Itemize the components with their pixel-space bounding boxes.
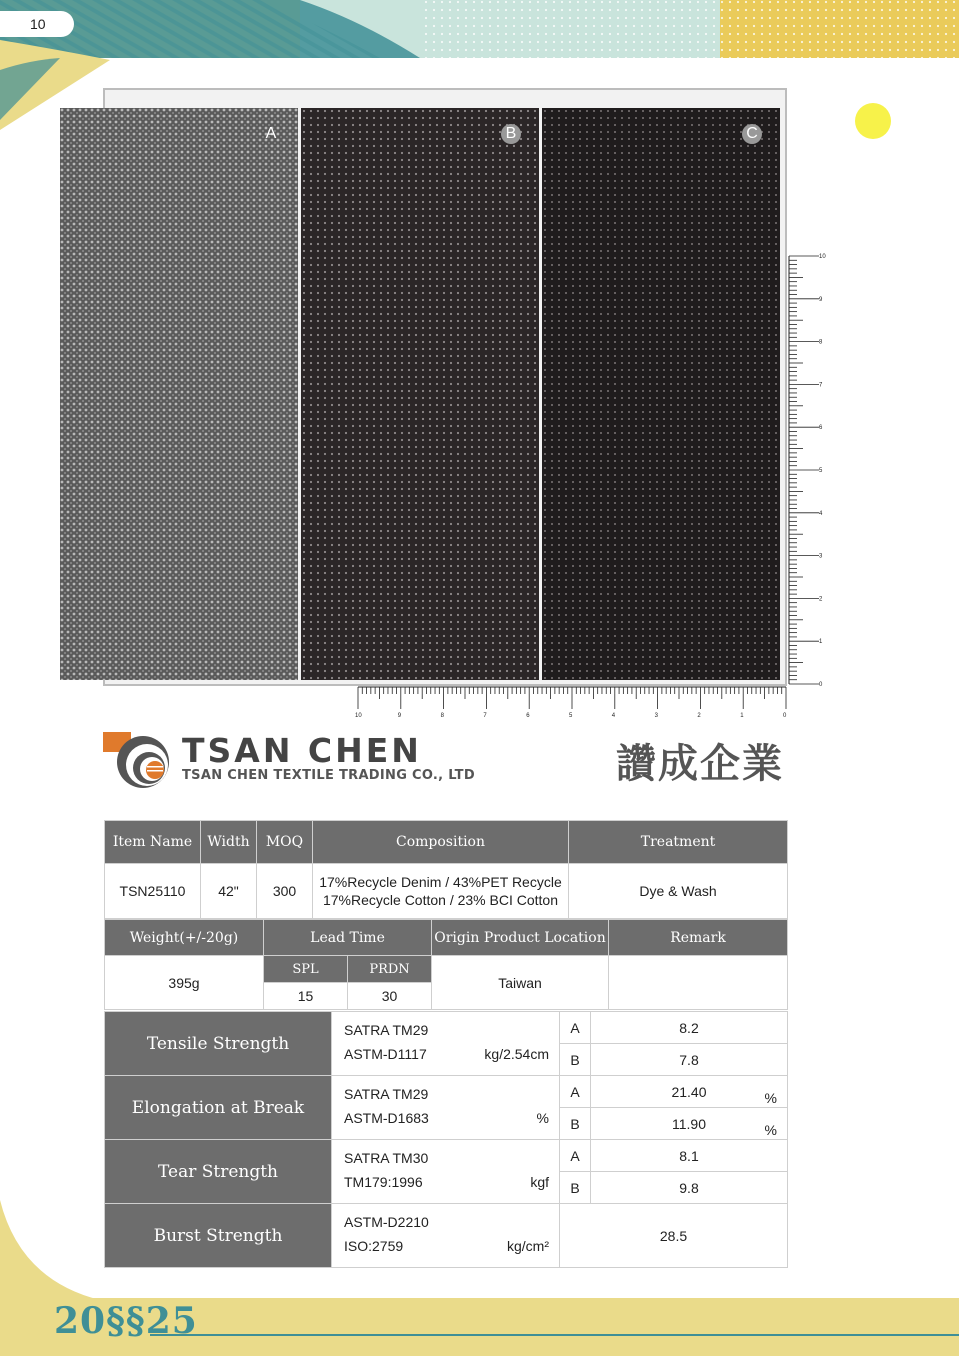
test-tensile-a-value: 8.2 (591, 1012, 788, 1044)
test-burst-method-1: ASTM-D2210 (344, 1214, 429, 1230)
vertical-ruler (788, 252, 828, 692)
test-burst-unit: kg/cm² (507, 1238, 549, 1254)
test-elongation-method-2: ASTM-D1683 (344, 1110, 429, 1126)
test-tear-name: Tear Strength (105, 1140, 332, 1204)
header-width: Width (201, 821, 257, 864)
test-tensile-b-label: B (560, 1044, 591, 1076)
header-treatment: Treatment (569, 821, 788, 864)
swatch-a-image (60, 108, 298, 680)
footer-year: 20§§25 (54, 1300, 198, 1342)
test-elongation-method (332, 1076, 560, 1140)
ruler-label: 6 (819, 425, 823, 432)
test-tear-b-label: B (560, 1172, 591, 1204)
ruler-label: 2 (697, 713, 701, 719)
ruler-label: 2 (819, 596, 823, 603)
test-elongation-b-cell (591, 1108, 788, 1140)
test-tear-method-2: TM179:1996 (344, 1174, 423, 1190)
test-tear-method-1: SATRA TM30 (344, 1150, 429, 1166)
test-tensile-method-2: ASTM-D1117 (344, 1046, 427, 1062)
header-spl: SPL (264, 956, 348, 983)
test-tear-b-value: 9.8 (591, 1172, 788, 1204)
ruler-label: 3 (654, 713, 658, 719)
test-elongation-b-label: B (560, 1108, 591, 1140)
origin-value: Taiwan (432, 956, 609, 1010)
test-tensile-method (332, 1012, 560, 1076)
ruler-label: 0 (819, 682, 823, 688)
brand-chinese-name: 讚成企業 (616, 741, 784, 787)
header-prdn: PRDN (348, 956, 432, 983)
test-burst-method-2: ISO:2759 (344, 1238, 404, 1254)
brand-name: TSAN CHEN (182, 731, 422, 770)
test-tear-a-label: A (560, 1140, 591, 1172)
test-burst-method (332, 1204, 560, 1268)
composition-line-2: 17%Recycle Cotton / 23% BCI Cotton (322, 892, 558, 908)
spec-table-tests (104, 1011, 788, 1268)
weight-value: 395g (105, 956, 264, 1010)
brand-company: TSAN CHEN TEXTILE TRADING CO., LTD (182, 768, 475, 783)
item-name-value: TSN25110 (105, 864, 201, 919)
test-tensile-a-label: A (560, 1012, 591, 1044)
page-number: 10 (0, 11, 74, 37)
test-elongation-a-value: 21.40 (671, 1083, 707, 1100)
ruler-label: 7 (483, 713, 487, 719)
remark-value (609, 956, 788, 1010)
spec-table-basic (104, 820, 788, 919)
footer-line (150, 1334, 959, 1336)
test-burst-name: Burst Strength (105, 1204, 332, 1268)
test-tensile-b-value: 7.8 (591, 1044, 788, 1076)
ruler-label: 5 (569, 713, 573, 719)
composition-value (313, 864, 569, 919)
test-tensile-unit: kg/2.54cm (484, 1046, 549, 1062)
test-tear-method (332, 1140, 560, 1204)
ruler-label: 4 (611, 713, 616, 719)
header-remark: Remark (609, 920, 788, 956)
test-elongation-unit: % (536, 1110, 549, 1126)
ruler-label: 9 (819, 296, 823, 303)
composition-line-1: 17%Recycle Denim / 43%PET Recycle (319, 874, 562, 890)
test-elongation-b-value: 11.90 (672, 1115, 706, 1132)
ruler-label: 10 (355, 713, 362, 719)
test-elongation-method-1: SATRA TM29 (344, 1086, 429, 1102)
test-elongation-a-cell (591, 1076, 788, 1108)
test-elongation-a-pct: % (764, 1090, 777, 1106)
swatch-c-label: C (742, 124, 762, 144)
test-elongation-a-label: A (560, 1076, 591, 1108)
ruler-label: 0 (783, 713, 787, 719)
ruler-label: 8 (440, 713, 444, 719)
ruler-label: 1 (819, 639, 823, 646)
header-weight: Weight(+/-20g) (105, 920, 264, 956)
header-lead-time: Lead Time (264, 920, 432, 956)
header-moq: MOQ (257, 821, 313, 864)
header-origin: Origin Product Location (432, 920, 609, 956)
ruler-label: 8 (819, 339, 823, 346)
ruler-label: 4 (819, 510, 823, 517)
brand-logo-icon (103, 728, 173, 790)
ruler-label: 7 (819, 382, 823, 389)
test-tear-unit: kgf (530, 1174, 549, 1190)
header-item-name: Item Name (105, 821, 201, 864)
test-burst-value: 28.5 (560, 1204, 788, 1268)
ruler-label: 10 (819, 254, 826, 260)
ruler-label: 3 (819, 553, 823, 560)
ruler-label: 9 (397, 713, 402, 719)
test-tensile-method-1: SATRA TM29 (344, 1022, 429, 1038)
moq-value: 300 (257, 864, 313, 919)
swatch-a-label: A (265, 125, 277, 142)
prdn-value: 30 (348, 983, 432, 1010)
treatment-value: Dye & Wash (569, 864, 788, 919)
width-value: 42" (201, 864, 257, 919)
ruler-label: 6 (526, 713, 530, 719)
test-tensile-name: Tensile Strength (105, 1012, 332, 1076)
spec-table-logistics (104, 919, 788, 1010)
ruler-label: 1 (740, 713, 744, 719)
swatch-b-image (301, 108, 539, 680)
ruler-label: 5 (819, 468, 823, 474)
yellow-dot-decoration (855, 103, 891, 139)
test-tear-a-value: 8.1 (591, 1140, 788, 1172)
swatch-c-image (542, 108, 780, 680)
swatch-b-label: B (501, 124, 521, 144)
header-composition: Composition (313, 821, 569, 864)
test-elongation-name: Elongation at Break (105, 1076, 332, 1140)
spl-value: 15 (264, 983, 348, 1010)
horizontal-ruler (354, 686, 794, 720)
test-elongation-b-pct: % (764, 1122, 777, 1138)
